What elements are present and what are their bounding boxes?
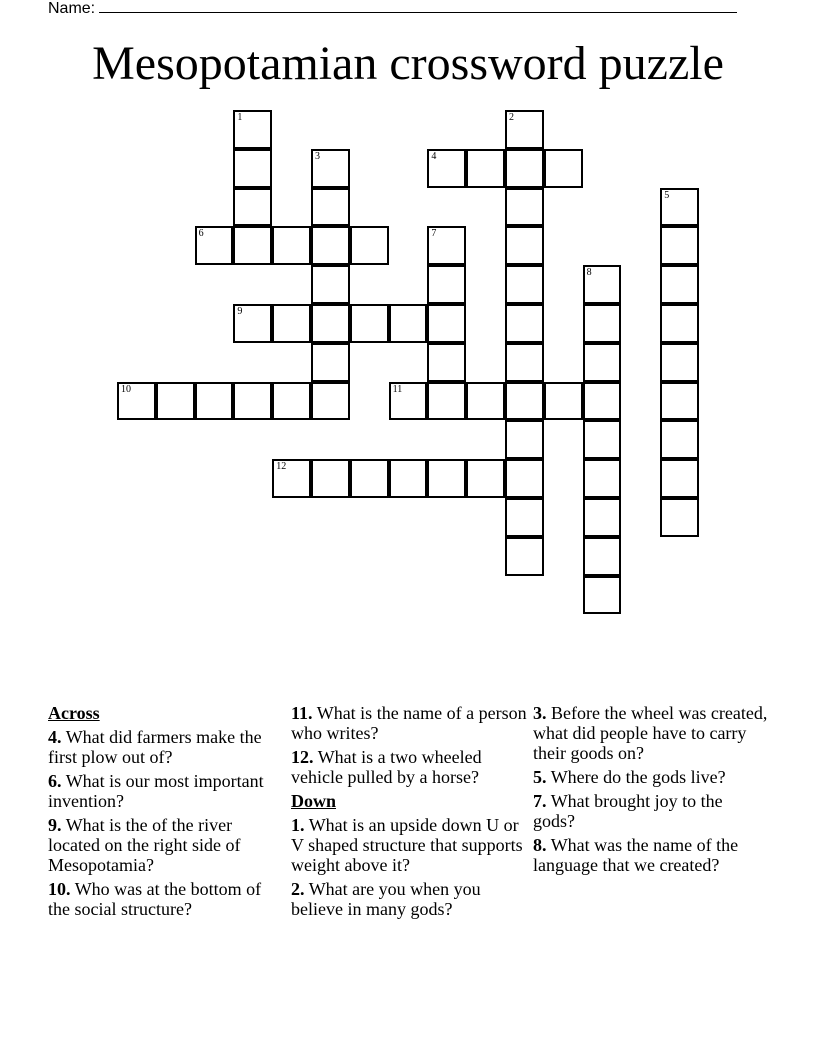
grid-cell[interactable] (233, 226, 272, 265)
clue-text: Who was at the bottom of the social structure? (48, 879, 262, 919)
grid-cell[interactable] (311, 304, 350, 343)
grid-cell[interactable] (660, 420, 699, 459)
clue-number: 11. (291, 703, 313, 723)
cell-number: 9 (237, 306, 243, 317)
clue-down-3 (533, 703, 768, 763)
grid-cell[interactable] (466, 149, 505, 188)
grid-cell[interactable] (233, 188, 272, 227)
grid-cell[interactable] (427, 265, 466, 304)
grid-cell[interactable] (505, 265, 544, 304)
across-heading: Across (48, 703, 100, 723)
clue-across-6 (48, 771, 280, 811)
grid-cell[interactable] (233, 110, 272, 149)
grid-cell[interactable] (505, 498, 544, 537)
clue-down-2 (291, 879, 527, 919)
clue-number: 5. (533, 767, 547, 787)
grid-cell[interactable] (583, 498, 622, 537)
clue-number: 12. (291, 747, 314, 767)
cell-number: 8 (586, 267, 592, 279)
grid-cell[interactable] (660, 226, 699, 265)
grid-cell[interactable] (311, 226, 350, 265)
grid-cell[interactable] (311, 343, 350, 382)
clue-number: 2. (291, 879, 305, 899)
grid-cell[interactable] (156, 382, 195, 421)
grid-cell[interactable] (195, 382, 234, 421)
cell-number: 3 (315, 150, 320, 162)
name-label: Name: (48, 0, 96, 17)
grid-cell[interactable] (660, 265, 699, 304)
grid-cell[interactable] (505, 382, 544, 421)
grid-cell[interactable] (505, 459, 544, 498)
grid-cell[interactable] (583, 265, 622, 304)
grid-cell[interactable] (272, 382, 311, 421)
clue-text: What was the name of the language that we created? (533, 835, 739, 875)
grid-cell[interactable] (583, 304, 622, 343)
clue-down-1 (291, 815, 527, 875)
grid-cell[interactable] (117, 382, 156, 421)
grid-cell[interactable] (233, 304, 272, 343)
down-heading: Down (291, 791, 337, 811)
grid-cell[interactable] (272, 459, 311, 498)
clue-down-8 (533, 835, 768, 875)
grid-cell[interactable] (505, 343, 544, 382)
grid-cell[interactable] (660, 498, 699, 537)
grid-cell[interactable] (544, 382, 583, 421)
clue-number: 8. (533, 835, 547, 855)
clue-number: 7. (533, 791, 547, 811)
clue-text: What is the name of a person who writes? (291, 703, 527, 743)
cell-number: 1 (237, 112, 243, 123)
grid-cell[interactable] (233, 149, 272, 188)
grid-cell[interactable] (660, 304, 699, 343)
clue-column-1 (48, 703, 280, 923)
grid-cell[interactable] (272, 304, 311, 343)
clue-text: What is our most important invention? (48, 771, 264, 811)
clue-number: 10. (48, 879, 71, 899)
grid-cell[interactable] (350, 226, 389, 265)
grid-cell[interactable] (505, 304, 544, 343)
grid-cell[interactable] (660, 382, 699, 421)
cell-number: 5 (664, 189, 670, 201)
grid-cell[interactable] (505, 188, 544, 227)
grid-cell[interactable] (350, 304, 389, 343)
clue-text: What is a two wheeled vehicle pulled by a horse? (291, 747, 482, 787)
grid-cell[interactable] (466, 459, 505, 498)
grid-cell[interactable] (583, 576, 622, 615)
grid-cell[interactable] (505, 226, 544, 265)
grid-cell[interactable] (272, 226, 311, 265)
grid-cell[interactable] (389, 304, 428, 343)
cell-number: 2 (509, 112, 514, 123)
grid-cell[interactable] (505, 537, 544, 576)
clue-column-3 (533, 703, 768, 879)
grid-cell[interactable] (195, 226, 234, 265)
clue-across-11 (291, 703, 527, 743)
grid-cell[interactable] (311, 188, 350, 227)
clue-text: What did farmers make the first plow out of? (48, 727, 262, 767)
grid-cell[interactable] (427, 382, 466, 421)
grid-cell[interactable] (311, 382, 350, 421)
grid-cell[interactable] (505, 420, 544, 459)
grid-cell[interactable] (505, 110, 544, 149)
grid-cell[interactable] (660, 188, 699, 227)
grid-cell[interactable] (583, 420, 622, 459)
grid-cell[interactable] (350, 459, 389, 498)
grid-cell[interactable] (311, 459, 350, 498)
grid-cell[interactable] (583, 343, 622, 382)
clue-across-4 (48, 727, 280, 767)
clue-text: What is the of the river located on the right side of Mesopotamia? (48, 815, 241, 875)
grid-cell[interactable] (427, 226, 466, 265)
cell-number: 12 (276, 461, 287, 473)
grid-cell[interactable] (660, 343, 699, 382)
cell-number: 6 (198, 228, 204, 240)
grid-cell[interactable] (389, 459, 428, 498)
clue-text: What brought joy to the gods? (533, 791, 723, 831)
page-title: Mesopotamian crossword puzzle (92, 37, 724, 90)
grid-cell[interactable] (427, 343, 466, 382)
clue-text: What is an upside down U or V shaped structure that supports weight above it? (291, 815, 523, 875)
clue-down-5 (533, 767, 768, 787)
clue-text: Before the wheel was created, what did people have to carry their goods on? (533, 703, 768, 763)
grid-cell[interactable] (583, 382, 622, 421)
clue-number: 1. (291, 815, 305, 835)
clue-number: 4. (48, 727, 62, 747)
grid-cell[interactable] (233, 382, 272, 421)
cell-number: 11 (392, 383, 403, 395)
grid-cell[interactable] (389, 382, 428, 421)
grid-cell[interactable] (660, 459, 699, 498)
grid-cell[interactable] (466, 382, 505, 421)
clue-across-9 (48, 815, 280, 875)
clue-text: What are you when you believe in many gods? (291, 879, 481, 919)
cell-number: 10 (121, 383, 131, 395)
cell-number: 4 (431, 150, 437, 162)
grid-cell[interactable] (544, 149, 583, 188)
cell-number: 7 (431, 228, 437, 240)
clue-down-7 (533, 791, 768, 831)
grid-cell[interactable] (427, 459, 466, 498)
grid-cell[interactable] (505, 149, 544, 188)
clue-column-2 (291, 703, 527, 923)
clue-number: 9. (48, 815, 62, 835)
clue-number: 6. (48, 771, 62, 791)
grid-cell[interactable] (583, 537, 622, 576)
clue-across-12 (291, 747, 527, 787)
grid-cell[interactable] (311, 149, 350, 188)
grid-cell[interactable] (311, 265, 350, 304)
grid-cell[interactable] (583, 459, 622, 498)
clue-number: 3. (533, 703, 547, 723)
grid-cell[interactable] (427, 304, 466, 343)
clue-across-10 (48, 879, 280, 919)
grid-cell[interactable] (427, 149, 466, 188)
clue-text: Where do the gods live? (550, 767, 726, 787)
